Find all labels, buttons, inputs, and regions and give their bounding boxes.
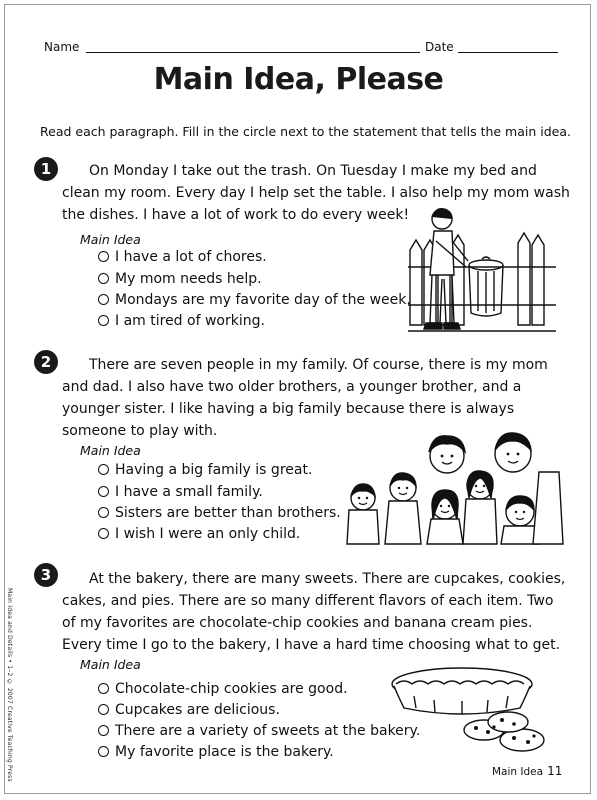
paragraph-line: On Monday I take out the trash. On Tuesday I make my bed and [89, 163, 537, 179]
date-label: Date [425, 40, 454, 54]
copyright-credit: Main Idea and Details • 1–2 © 2007 Creative Teaching Press [6, 588, 13, 782]
page-title: Main Idea, Please [153, 62, 444, 97]
answer-option[interactable]: There are a variety of sweets at the bakery. [98, 721, 420, 741]
paragraph-line: someone to play with. [62, 423, 218, 439]
answer-bubble[interactable] [98, 528, 109, 539]
paragraph-line: There are seven people in my family. Of course, there is my mom [89, 357, 548, 373]
boy-trash-can-illustration [408, 205, 558, 340]
paragraph-line: At the bakery, there are many sweets. There are cupcakes, cookies, [89, 571, 566, 587]
family-illustration [345, 428, 565, 546]
paragraph-line: clean my room. Every day I help set the table. I also help my mom wash [62, 185, 570, 201]
answer-bubble[interactable] [98, 315, 109, 326]
answer-option[interactable]: I have a lot of chores. [98, 247, 267, 267]
answer-option[interactable]: My favorite place is the bakery. [98, 742, 334, 762]
paragraph-3 [62, 568, 572, 656]
paragraph-line: younger sister. I like having a big family because there is always [62, 401, 515, 417]
name-label: Name [44, 40, 80, 54]
answer-option[interactable]: I have a small family. [98, 482, 263, 502]
answer-bubble[interactable] [98, 725, 109, 736]
main-idea-label: Main Idea [80, 657, 141, 672]
answer-option[interactable]: Cupcakes are delicious. [98, 700, 280, 720]
name-input-line[interactable] [86, 52, 420, 53]
page-number: 11 [547, 764, 563, 778]
answer-bubble[interactable] [98, 251, 109, 262]
page-footer [492, 764, 562, 778]
paragraph-line: cakes, and pies. There are so many different flavors of each item. Two [62, 593, 554, 609]
paragraph-line: the dishes. I have a lot of work to do every week! [62, 207, 410, 223]
section-number-2: 2 [34, 350, 58, 374]
paragraph-line: Every time I go to the bakery, I have a hard time choosing what to get. [62, 637, 561, 653]
main-idea-label: Main Idea [80, 232, 141, 247]
instructions: Read each paragraph. Fill in the circle next to the statement that tells the main idea. [40, 124, 571, 139]
answer-bubble[interactable] [98, 464, 109, 475]
answer-option[interactable]: My mom needs help. [98, 269, 262, 289]
footer-label: Main Idea [492, 766, 544, 778]
answer-bubble[interactable] [98, 746, 109, 757]
pie-cookies-illustration [384, 656, 564, 756]
answer-bubble[interactable] [98, 507, 109, 518]
paragraph-line: of my favorites are chocolate-chip cookies and banana cream pies. [62, 615, 533, 631]
answer-option[interactable]: Having a big family is great. [98, 460, 312, 480]
section-number-3: 3 [34, 563, 58, 587]
answer-bubble[interactable] [98, 704, 109, 715]
answer-option[interactable]: I am tired of working. [98, 311, 265, 331]
answer-bubble[interactable] [98, 486, 109, 497]
answer-option[interactable]: I wish I were an only child. [98, 524, 300, 544]
answer-option[interactable]: Mondays are my favorite day of the week. [98, 290, 411, 310]
answer-bubble[interactable] [98, 273, 109, 284]
main-idea-label: Main Idea [80, 443, 141, 458]
section-number-1: 1 [34, 157, 58, 181]
answer-option[interactable]: Sisters are better than brothers. [98, 503, 341, 523]
paragraph-line: and dad. I also have two older brothers, a younger brother, and a [62, 379, 522, 395]
answer-option[interactable]: Chocolate-chip cookies are good. [98, 679, 348, 699]
answer-bubble[interactable] [98, 294, 109, 305]
date-input-line[interactable] [458, 52, 558, 53]
answer-bubble[interactable] [98, 683, 109, 694]
